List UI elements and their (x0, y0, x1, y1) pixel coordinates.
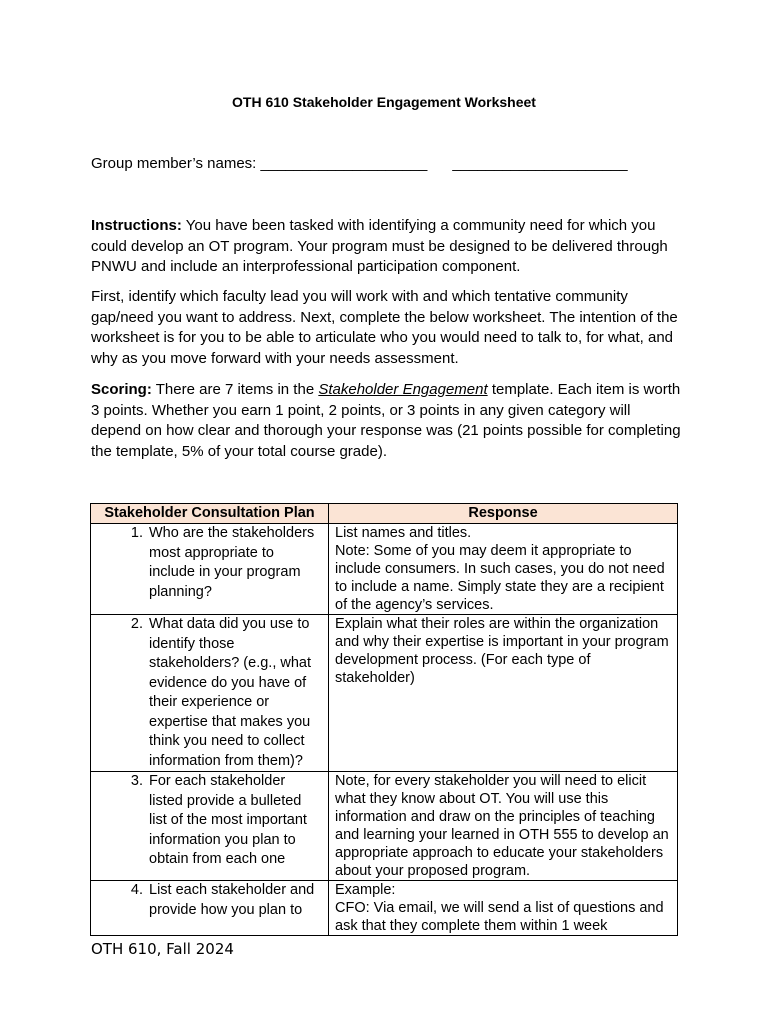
scoring-label: Scoring: (91, 381, 152, 398)
stakeholder-table (90, 503, 678, 936)
header-consultation-plan: Stakeholder Consultation Plan (91, 504, 329, 524)
response-text: CFO: Via email, we will send a list of questions and ask that they complete them within 1 week (335, 900, 664, 934)
template-name: Stakeholder Engagement (318, 381, 488, 398)
question-cell (91, 881, 329, 936)
instructions-paragraph (91, 216, 681, 278)
question-cell (91, 772, 329, 881)
item-number: 4. (130, 882, 143, 898)
response-text: Example: (335, 882, 396, 898)
table-row (91, 772, 678, 881)
scoring-paragraph (91, 380, 681, 462)
page-footer: OTH 610, Fall 2024 (91, 940, 234, 958)
group-member-blank-1: ____________________ (260, 155, 428, 172)
table-row (91, 881, 678, 936)
question-text: List each stakeholder and provide how you plan to (149, 882, 315, 918)
question-text: For each stakeholder listed provide a bulleted list of the most important information you plan to obtain from each one (149, 773, 307, 867)
response-text: Note: Some of you may deem it appropriate to include consumers. In such cases, you do not need to include a name. Simply state they are a recipient of the agency’s services. (335, 543, 665, 613)
response-text: Explain what their roles are within the organization and why their expertise is important in your program development process. (For each type of stakeholder) (335, 616, 669, 686)
response-cell (329, 615, 678, 772)
item-number: 1. (130, 525, 143, 541)
table-row (91, 615, 678, 772)
response-text: List names and titles. (335, 525, 472, 541)
table-header-row (91, 504, 678, 524)
scoring-text-before: There are 7 items in the (155, 381, 315, 398)
instructions-label: Instructions: (91, 217, 182, 234)
question-text: What data did you use to identify those stakeholders? (e.g., what evidence do you have of their experience or expertise that makes you think you need to collect information from them)? (149, 616, 312, 769)
response-cell (329, 772, 678, 881)
page-title: OTH 610 Stakeholder Engagement Worksheet (232, 94, 536, 110)
response-cell (329, 881, 678, 936)
group-members-line (91, 155, 628, 172)
table-row (91, 524, 678, 615)
question-cell (91, 524, 329, 615)
instructions-text: You have been tasked with identifying a community need for which you could develop an OT program. Your program must be designed to be delivered through PNWU and include an interprofessional participation component. (91, 217, 668, 275)
item-number: 2. (130, 616, 143, 632)
item-number: 3. (130, 773, 143, 789)
scoring-text-after: template. Each item is worth 3 points. Whether you earn 1 point, 2 points, or 3 points in any given category will depend on how clear and thorough your response was (21 points possible for completing the template, 5% of your total course grade). (91, 381, 681, 460)
group-member-blank-2: _____________________ (452, 155, 628, 172)
header-response: Response (329, 504, 678, 524)
question-text: Who are the stakeholders most appropriate to include in your program planning? (149, 525, 315, 600)
question-cell (91, 615, 329, 772)
intro-paragraph: First, identify which faculty lead you will work with and which tentative community gap/need you want to address. Next, complete the below worksheet. The intention of the worksheet is for you to be able to articulate who you would need to talk to, for what, and why as you move forward with your needs assessment. (91, 288, 678, 367)
group-members-label: Group member’s names: (91, 155, 257, 172)
response-text: Note, for every stakeholder you will need to elicit what they know about OT. You will use this information and draw on the principles of teaching and learning your learned in OTH 555 to develop an appropriate approach to educate your stakeholders about your proposed program. (335, 773, 669, 879)
response-cell (329, 524, 678, 615)
